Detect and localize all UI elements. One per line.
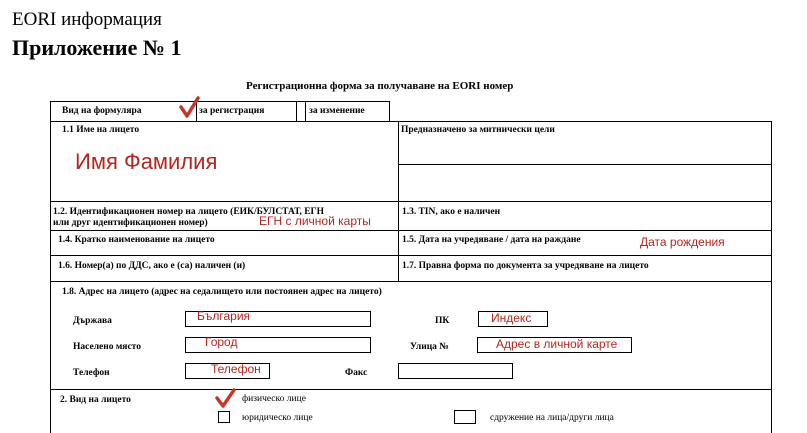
- city-label: Населено място: [73, 342, 141, 352]
- country-value: България: [197, 309, 251, 323]
- customs-purpose-label: Предназначено за митнически цели: [401, 125, 555, 135]
- form-title: Регистрационна форма за получаване на EORI номер: [246, 80, 514, 92]
- birth-date-value[interactable]: Дата рождения: [640, 235, 725, 249]
- name-value[interactable]: Имя Фамилия: [75, 149, 218, 174]
- doc-title: EORI информация: [12, 9, 162, 30]
- city-value: Город: [205, 335, 238, 349]
- form-type-label: Вид на формуляра: [62, 106, 142, 116]
- short-name-label: 1.4. Кратко наименование на лицето: [58, 235, 215, 245]
- street-label: Улица №: [410, 342, 449, 352]
- fax-label: Факс: [345, 368, 368, 378]
- id-number-label-line2: или друг идентификационен номер): [53, 218, 208, 228]
- legal-entity-checkbox[interactable]: [218, 411, 230, 423]
- vat-label: 1.6. Номер(а) по ДДС, ако е (са) наличен (и): [58, 261, 246, 271]
- association-checkbox[interactable]: [454, 410, 476, 424]
- postcode-label: ПК: [435, 316, 450, 326]
- address-label: 1.8. Адрес на лицето (адрес на седалището или постоянен адрес на лицето): [62, 287, 382, 297]
- legal-form-label: 1.7. Правна форма по документа за учредяване на лицето: [402, 261, 649, 271]
- country-label: Държава: [73, 316, 112, 326]
- id-number-label-line1: 1.2. Идентификационен номер на лицето (ЕИК/БУЛСТАТ, ЕГН: [53, 207, 324, 217]
- postcode-value: Индекс: [491, 311, 532, 325]
- birth-date-label: 1.5. Дата на учредяване / дата на раждане: [402, 235, 581, 245]
- fax-field[interactable]: [398, 363, 513, 379]
- individual-option[interactable]: физическо лице: [242, 394, 306, 404]
- street-value: Адрес в личной карте: [496, 337, 618, 351]
- checkmark-icon: [178, 96, 200, 120]
- association-option[interactable]: сдружение на лица/други лица: [490, 413, 614, 423]
- name-label: 1.1 Име на лицето: [62, 125, 140, 135]
- form-type-registration-option[interactable]: за регистрация: [199, 106, 265, 116]
- id-number-value[interactable]: ЕГН с личной карты: [259, 214, 371, 228]
- doc-subtitle: Приложение № 1: [12, 35, 182, 60]
- checkmark-icon: [214, 388, 236, 410]
- legal-entity-option[interactable]: юридическо лице: [242, 413, 313, 423]
- person-type-label: 2. Вид на лицето: [60, 395, 131, 405]
- form-type-change-option[interactable]: за изменение: [309, 106, 365, 116]
- tin-label: 1.3. TIN, ако е наличен: [402, 207, 501, 217]
- phone-label: Телефон: [73, 368, 110, 378]
- phone-value: Телефон: [211, 362, 261, 376]
